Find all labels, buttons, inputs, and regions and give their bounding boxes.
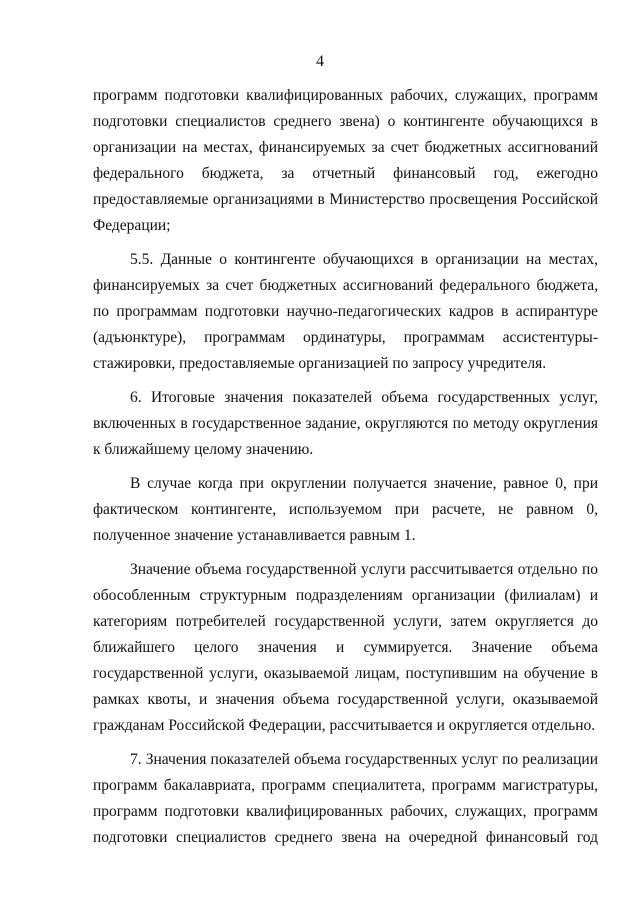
paragraph-continued: программ подготовки квалифицированных рабочих, служащих, программ подготовки специалистов среднего звена) о контингенте обучающихся в организации на местах, финансируемых за счет бюджетных ассигнований федерального бюджета, за отчетный финансовый год, ежегодно предоставляемые организациями в Министерство просвещения Российской Федерации; (93, 87, 598, 234)
paragraph-7: 7. Значения показателей объема государственных услуг по реализации программ бакалавриата, программ специалитета, программ магистратуры, программ подготовки квалифицированных рабочих, служащих, программ подготовки специалистов среднего звена на очередной финансовый год (93, 751, 598, 846)
page-number: 4 (316, 53, 324, 70)
paragraph-rounding-zero: В случае когда при округлении получается значение, равное 0, при фактическом контингенте, используемом при расчете, не равном 0, полученное значение устанавливается равным 1. (93, 475, 598, 544)
paragraph-5-5: 5.5. Данные о контингенте обучающихся в организации на местах, финансируемых за счет бюджетных ассигнований федерального бюджета, по программам подготовки научно-педагогических кадров в аспирантуре (адъюнктуре), программам ординатуры, программам ассистентуры-стажировки, предоставляемые организацией по запросу учредителя. (93, 251, 598, 372)
paragraph-6: 6. Итоговые значения показателей объема государственных услуг, включенных в государственное задание, округляются по методу округления к ближайшему целому значению. (93, 389, 598, 458)
document-body (93, 83, 598, 859)
paragraph-volume-calculation: Значение объема государственной услуги рассчитывается отдельно по обособленным структурным подразделениям организации (филиалам) и категориям потребителей государственной услуги, затем округляется до ближайшего целого значения и суммируется. Значение объема государственной услуги, оказываемой лицам, поступившим на обучение в рамках квоты, и значения объема государственной услуги, оказываемой гражданам Российской Федерации, рассчитывается и округляется отдельно. (93, 561, 598, 734)
